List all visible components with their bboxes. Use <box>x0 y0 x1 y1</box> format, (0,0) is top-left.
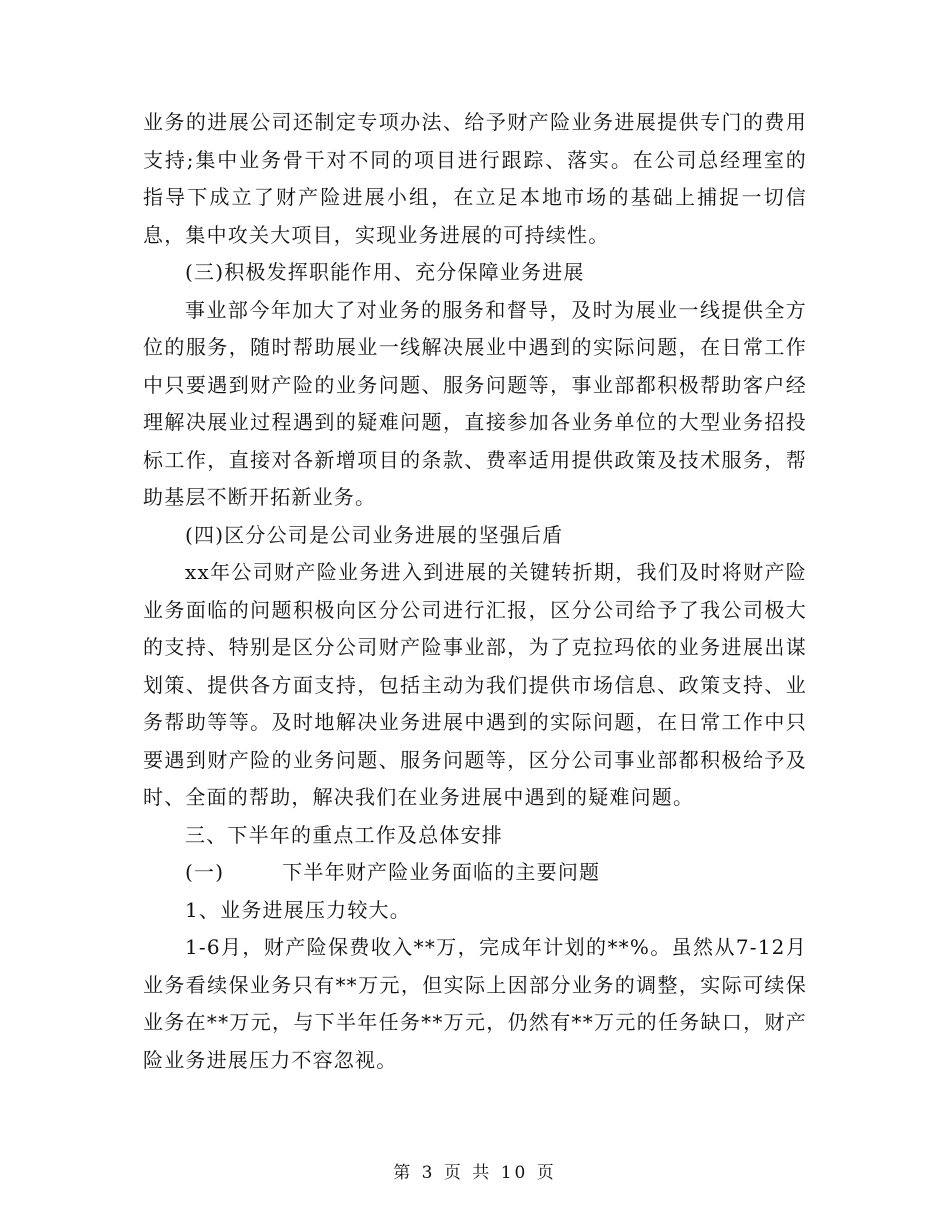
paragraph-continuation: 业务的进展公司还制定专项办法、给予财产险业务进展提供专门的费用支持;集中业务骨干对不同的项目进行跟踪、落实。在公司总经理室的指导下成立了财产险进展小组，在立足本地市场的基础上捕捉一切信息，集中攻关大项目，实现业务进展的可持续性。 <box>143 110 807 247</box>
paragraph-department-service: 事业部今年加大了对业务的服务和督导，及时为展业一线提供全方位的服务，随时帮助展业一线解决展业中遇到的实际问题，在日常工作中只要遇到财产险的业务问题、服务问题等，事业部都积极帮助客户经理解决展业过程遇到的疑难问题，直接参加各业务单位的大型业务招投标工作，直接对各新增项目的条款、费率适用提供政策及技术服务，帮助基层不断开拓新业务。 <box>143 297 807 509</box>
chapter-heading-3: 三、下半年的重点工作及总体安排 <box>185 822 503 847</box>
section-heading-4: (四)区分公司是公司业务进展的坚强后盾 <box>185 522 564 547</box>
page-number-footer: 第 3 页 共 10 页 <box>393 1163 557 1183</box>
item-heading-1: 1、业务进展压力较大。 <box>185 897 411 922</box>
paragraph-premium-pressure: 1-6月，财产险保费收入**万，完成年计划的**%。虽然从7-12月业务看续保业务只有**万元，但实际上因部分业务的调整，实际可续保业务在**万元，与下半年任务**万元，仍然有**万元的任务缺口，财产险业务进展压力不容忽视。 <box>143 935 807 1072</box>
subheading-number: (一) <box>185 860 225 884</box>
subheading-title: 下半年财产险业务面临的主要问题 <box>282 860 601 884</box>
section-heading-3: (三)积极发挥职能作用、充分保障业务进展 <box>185 260 585 284</box>
paragraph-branch-support: xx年公司财产险业务进入到进展的关键转折期，我们及时将财产险业务面临的问题积极向区分公司进行汇报，区分公司给予了我公司极大的支持、特别是区分公司财产险事业部，为了克拉玛依的业务进展出谋划策、提供各方面支持，包括主动为我们提供市场信息、政策支持、业务帮助等等。及时地解决业务进展中遇到的实际问题，在日常工作中只要遇到财产险的业务问题、服务问题等，区分公司事业部都积极给予及时、全面的帮助，解决我们在业务进展中遇到的疑难问题。 <box>143 560 807 809</box>
document-body <box>143 104 807 1079</box>
subheading-problems <box>143 854 807 892</box>
